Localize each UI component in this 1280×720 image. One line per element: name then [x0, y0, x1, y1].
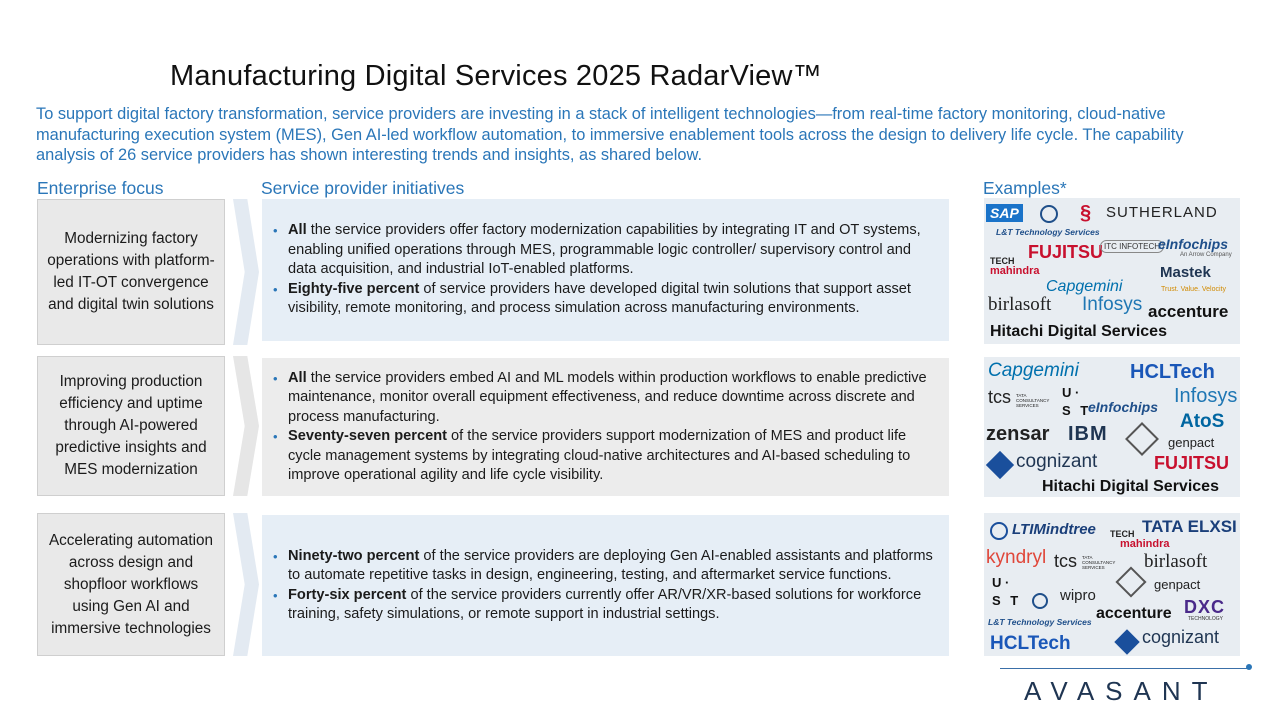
logo-tcs-sub: TATA CONSULTANCY SERVICES — [1082, 555, 1116, 570]
bullet-emphasis: Seventy-seven percent — [288, 428, 447, 444]
logo-ibm: IBM — [1068, 423, 1108, 445]
logo-genpact: genpact — [1168, 435, 1215, 450]
logo-hcltech: HCLTech — [1130, 361, 1215, 383]
brand-rule — [1000, 668, 1250, 669]
bullet-emphasis: All — [288, 369, 307, 386]
bullet-text: of service providers have developed digital twin solutions that support asset visibility, remote monitoring, and process simulation across manufacturing environments. — [288, 280, 911, 317]
logo-fujitsu: FUJITSU — [1154, 453, 1230, 473]
logo-sap: SAP — [986, 204, 1023, 222]
logo-birlasoft: birlasoft — [1144, 551, 1208, 572]
logo-sutherland-mark-icon: § — [1080, 202, 1092, 224]
brand-dot-icon — [1246, 664, 1252, 670]
bullet-emphasis: All — [288, 222, 307, 239]
logo-hcltech: HCLTech — [990, 633, 1071, 654]
logo-dxc: DXC — [1184, 597, 1226, 617]
logo-cognizant: cognizant — [1142, 627, 1220, 647]
logo-lnt: L&T Technology Services — [988, 617, 1092, 627]
logo-ust-a: U · — [1062, 385, 1080, 400]
logo-zensar: zensar — [986, 423, 1050, 445]
slide-title: Manufacturing Digital Services 2025 RadarView™ — [170, 60, 822, 92]
logo-ust-b: S T — [992, 593, 1022, 608]
header-service-provider-initiatives: Service provider initiatives — [261, 178, 465, 198]
examples-logo-box — [984, 357, 1240, 497]
focus-box: Accelerating automation across design and shopfloor workflows using Gen AI and immersive technologies — [37, 513, 225, 656]
logo-techm-b: mahindra — [1120, 538, 1170, 550]
logo-tata-elxsi: TATA ELXSI — [1142, 517, 1237, 536]
logo-fujitsu: FUJITSU — [1028, 242, 1104, 262]
logo-infosys: Infosys — [1174, 385, 1238, 407]
initiative-bullet — [270, 586, 939, 625]
initiative-bullet — [270, 547, 939, 586]
logo-lnt-mark-icon — [1040, 205, 1058, 223]
initiative-bullet — [270, 280, 939, 319]
bullet-text: of the service providers are deploying Gen AI-enabled assistants and platforms to automate repetitive tasks in design, engineering, testing, and aftermarket service functions. — [288, 547, 933, 583]
initiative-list — [270, 369, 939, 486]
initiatives-box — [262, 199, 949, 341]
initiative-list — [270, 221, 939, 319]
logo-ibm-cube-icon — [1125, 422, 1159, 456]
initiatives-box — [262, 515, 949, 656]
logo-cognizant-mark-icon — [1114, 629, 1139, 654]
bullet-text: of the service providers support modernization of MES and product life cycle management systems by integrating cloud-native architectures and AI-based scheduling to improve operational agility and life cycle visibility. — [288, 428, 911, 483]
chevron-arrow — [233, 199, 259, 345]
logo-tcs: tcs — [1054, 551, 1078, 571]
header-examples: Examples* — [983, 178, 1067, 198]
logo-mastek-sub: Trust. Value. Velocity — [1161, 286, 1226, 293]
logo-genpact: genpact — [1154, 577, 1201, 592]
bullet-emphasis: Forty-six percent — [288, 586, 407, 603]
logo-birlasoft: birlasoft — [988, 294, 1052, 315]
logo-dxc-sub: TECHNOLOGY — [1188, 616, 1224, 622]
logo-ust-a: U · — [992, 575, 1010, 590]
chevron-arrow — [233, 513, 259, 656]
intro-paragraph: To support digital factory transformation, service providers are investing in a stack of intelligent technologies—from real-time factory monitoring, cloud-native manufacturing execution system (MES), Gen AI-led workflow automation, to immersive enablement tools across the design to delivery life cycle. The capability analysis of 26 service providers has shown interesting trends and insights, as shared below. — [36, 105, 1184, 164]
logo-accenture: accenture — [1148, 302, 1229, 321]
logo-hitachi: Hitachi Digital Services — [1042, 478, 1219, 495]
initiative-bullet — [270, 369, 939, 428]
bullet-emphasis: Ninety-two percent — [288, 547, 420, 564]
logo-accenture: accenture — [1096, 605, 1172, 622]
logo-capgemini: Capgemini — [1046, 278, 1123, 295]
initiative-list — [270, 547, 939, 625]
bullet-emphasis: Eighty-five percent — [288, 280, 420, 297]
logo-ltim: LTIMindtree — [1012, 521, 1096, 538]
brand-logo: AVASANT — [1024, 676, 1219, 706]
bullet-text: of the service providers currently offer AR/VR/XR-based solutions for workforce training, safety simulations, or remote support in industrial settings. — [288, 586, 922, 622]
logo-techm-b: mahindra — [990, 265, 1040, 277]
logo-mastek: Mastek — [1160, 264, 1211, 281]
examples-logo-box — [984, 198, 1240, 344]
bullet-text: the service providers offer factory modernization capabilities by integrating IT and OT systems, enabling unified operations through MES, programmable logic controller/ supervisory control and data acquisition, and industrial IoT-enabled platforms. — [288, 222, 921, 278]
chevron-arrow — [233, 356, 259, 496]
initiative-bullet — [270, 221, 939, 280]
logo-cognizant: cognizant — [1016, 451, 1098, 472]
logo-infochips: eInfochips — [1088, 399, 1159, 415]
logo-wipro: wipro — [1060, 587, 1096, 604]
logo-atos: AtoS — [1180, 411, 1225, 432]
logo-infochips: eInfochips — [1158, 236, 1229, 252]
logo-infochips-sub: An Arrow Company — [1180, 252, 1232, 258]
examples-logo-box — [984, 513, 1240, 656]
bullet-text: the service providers embed AI and ML models within production workflows to enable predictive maintenance, monitor overall equipment effectiveness, and reduce downtime across discrete and process manufacturing. — [288, 369, 927, 425]
logo-infosys: Infosys — [1082, 294, 1143, 315]
logo-techm-a: TECH — [990, 256, 1015, 266]
logo-tcs: tcs — [988, 387, 1012, 407]
initiatives-box — [262, 358, 949, 496]
logo-tcs-sub: TATA CONSULTANCY SERVICES — [1016, 393, 1050, 408]
focus-box: Modernizing factory operations with platform-led IT-OT convergence and digital twin solutions — [37, 199, 225, 345]
logo-lnt-mark-icon — [1032, 593, 1048, 609]
logo-ust-b: S T — [1062, 403, 1092, 418]
logo-cube-icon — [1115, 566, 1146, 597]
logo-capgemini: Capgemini — [988, 360, 1079, 381]
logo-sutherland: SUTHERLAND — [1106, 204, 1218, 221]
header-enterprise-focus: Enterprise focus — [37, 178, 164, 198]
logo-lnt: L&T Technology Services — [996, 227, 1100, 237]
logo-kyndryl: kyndryl — [986, 547, 1047, 568]
logo-hitachi: Hitachi Digital Services — [990, 323, 1167, 340]
logo-ltim-mark-icon — [990, 522, 1008, 540]
focus-box: Improving production efficiency and uptime through AI-powered predictive insights and MES modernization — [37, 356, 225, 496]
logo-techm-a: TECH — [1110, 529, 1135, 539]
logo-itc: ITC INFOTECH — [1100, 240, 1164, 253]
logo-cognizant-mark-icon — [986, 451, 1014, 479]
initiative-bullet — [270, 427, 939, 486]
